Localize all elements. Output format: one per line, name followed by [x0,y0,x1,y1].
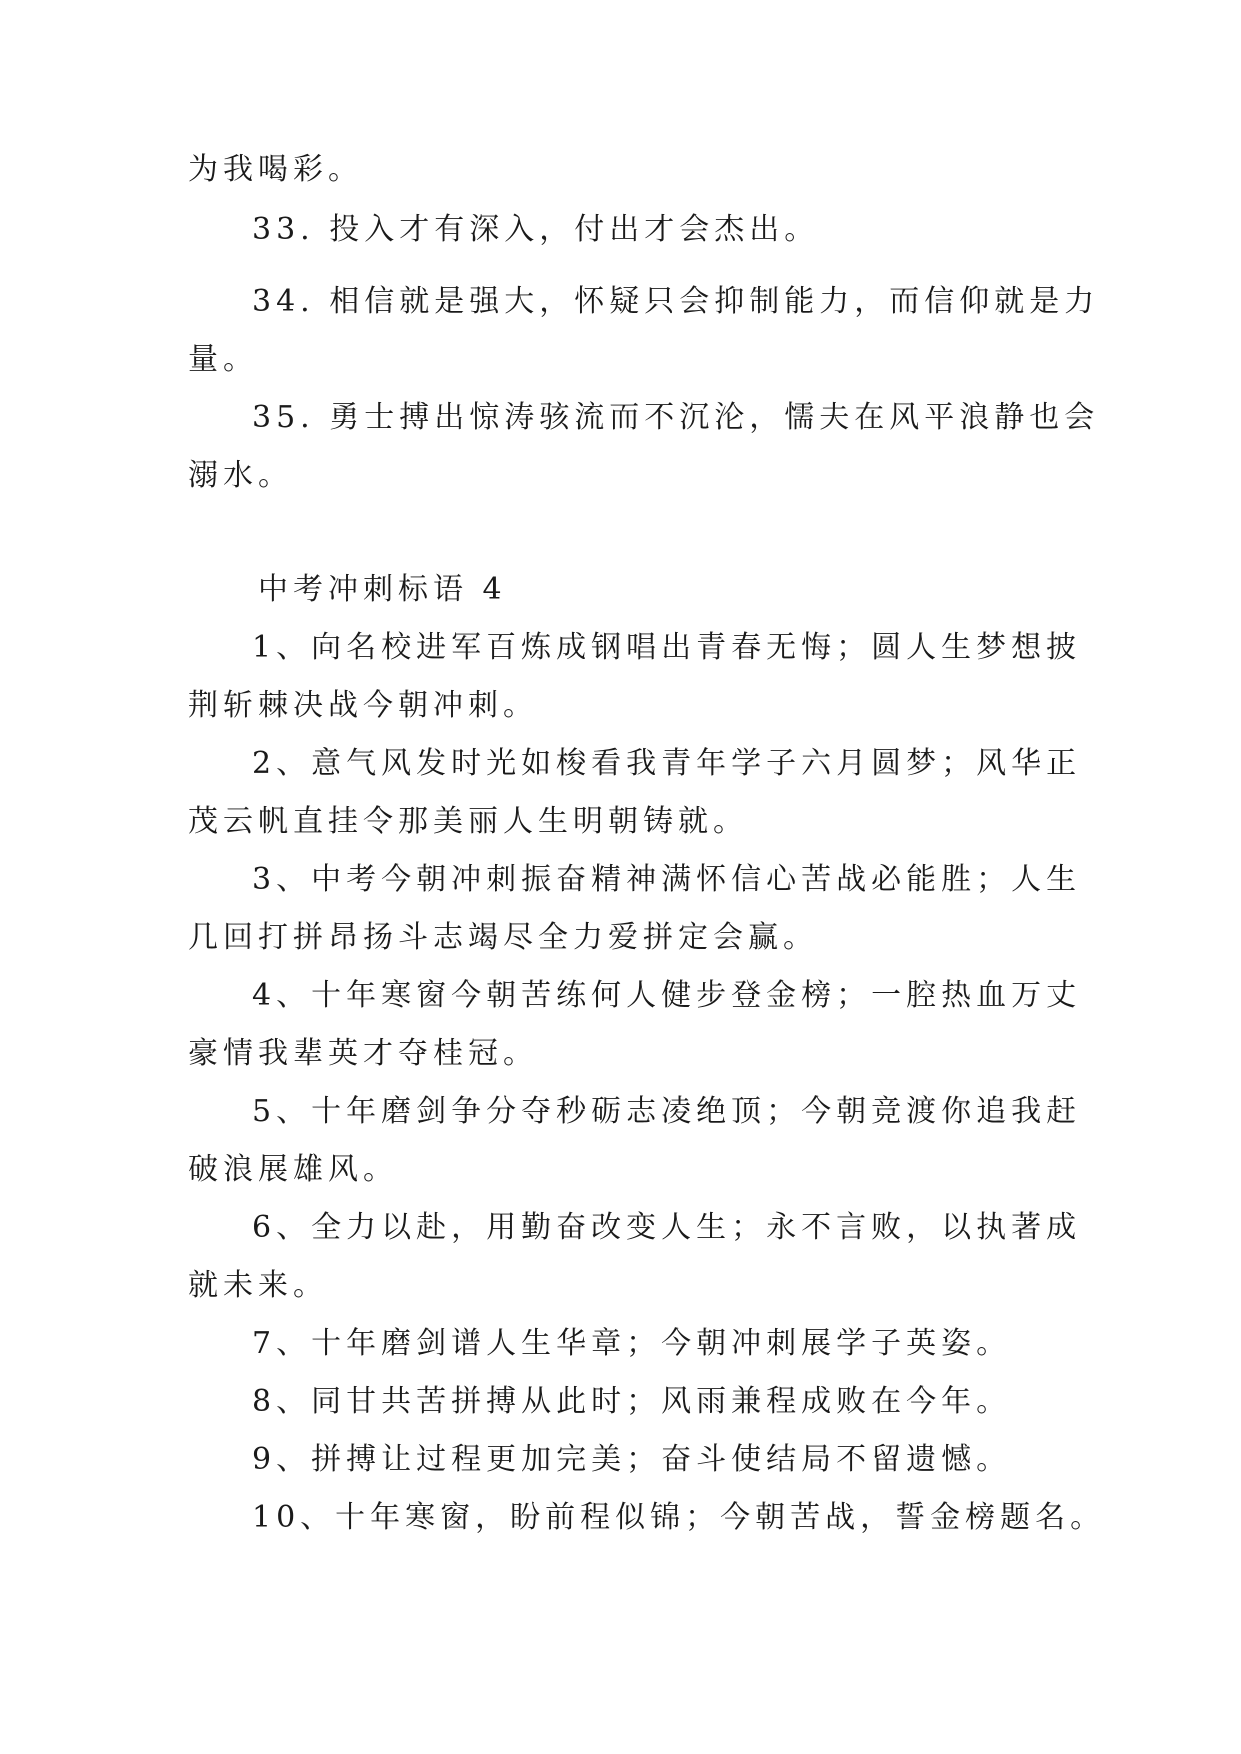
text-line: 7、十年磨剑谱人生华章；今朝冲刺展学子英姿。 [252,1326,1012,1361]
text-line: 为我喝彩。 [188,152,363,187]
text-line: 35. 勇士搏出惊涛骇流而不沉沦，懦夫在风平浪静也会 [252,400,1100,435]
text-line: 4、十年寒窗今朝苦练何人健步登金榜；一腔热血万丈 [252,978,1082,1013]
section-heading: 中考冲刺标语 4 [258,572,507,607]
text-line: 茂云帆直挂令那美丽人生明朝铸就。 [188,804,748,839]
text-line: 荆斩棘决战今朝冲刺。 [188,688,538,723]
text-line: 6、全力以赴，用勤奋改变人生；永不言败，以执著成 [252,1210,1082,1245]
text-line: 10、十年寒窗，盼前程似锦；今朝苦战，誓金榜题名。 [252,1500,1106,1535]
text-line: 3、中考今朝冲刺振奋精神满怀信心苦战必能胜；人生 [252,862,1082,897]
text-line: 溺水。 [188,458,293,493]
text-line: 破浪展雄风。 [188,1152,398,1187]
text-line: 就未来。 [188,1268,328,1303]
text-line: 几回打拼昂扬斗志竭尽全力爱拼定会赢。 [188,920,818,955]
text-line: 2、意气风发时光如梭看我青年学子六月圆梦；风华正 [252,746,1082,781]
text-line: 34. 相信就是强大，怀疑只会抑制能力，而信仰就是力 [252,284,1100,319]
text-line: 1、向名校进军百炼成钢唱出青春无悔；圆人生梦想披 [252,630,1082,665]
text-line: 豪情我辈英才夺桂冠。 [188,1036,538,1071]
text-line: 量。 [188,342,258,377]
text-line: 5、十年磨剑争分夺秒砺志凌绝顶；今朝竞渡你追我赶 [252,1094,1082,1129]
text-line: 33. 投入才有深入，付出才会杰出。 [252,212,820,247]
text-line: 9、拼搏让过程更加完美；奋斗使结局不留遗憾。 [252,1442,1012,1477]
text-line: 8、同甘共苦拼搏从此时；风雨兼程成败在今年。 [252,1384,1012,1419]
